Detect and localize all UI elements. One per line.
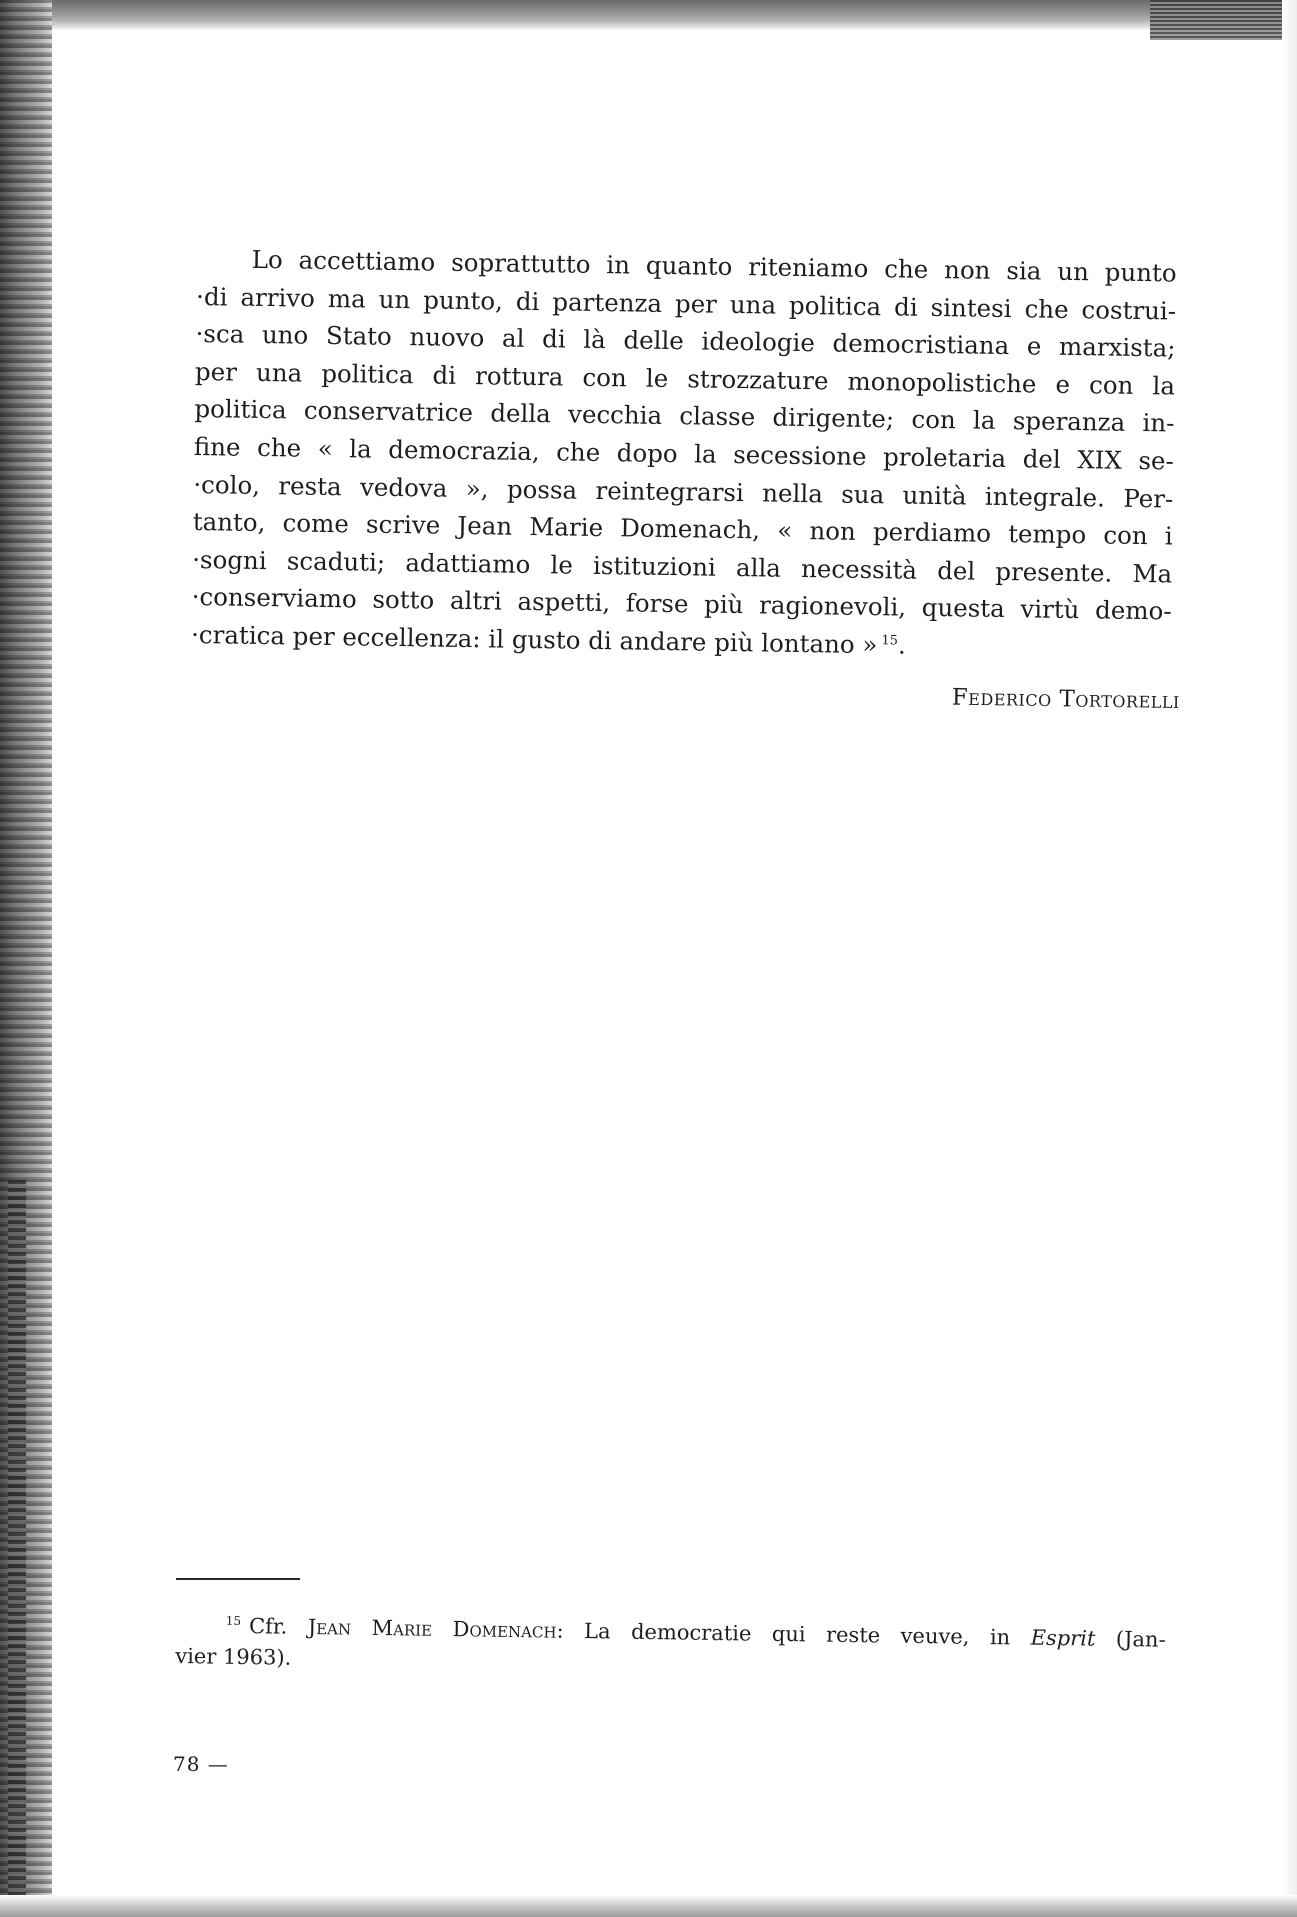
page-number: 78 — bbox=[173, 1752, 229, 1776]
body-line: ·sca uno Stato nuovo al di là delle ideologie democristiana e marxista; bbox=[195, 319, 1176, 363]
footnote-reference: 15 bbox=[881, 632, 899, 649]
scan-right-edge bbox=[1282, 0, 1297, 1917]
footnote-author: Jean Marie Domenach bbox=[307, 1614, 557, 1643]
body-line: ·colo, resta vedova », possa reintegrarsi nella sua unità integrale. Per- bbox=[193, 469, 1174, 514]
final-period: . bbox=[897, 630, 906, 660]
body-line: ·conserviamo sotto altri aspetti, forse più ragionevoli, questa virtù demo- bbox=[191, 582, 1172, 626]
body-line: politica conservatrice della vecchia classe dirigente; con la speranza in- bbox=[194, 394, 1175, 438]
body-line: tanto, come scrive Jean Marie Domenach, « non perdiamo tempo con i bbox=[192, 507, 1173, 551]
scan-top-edge bbox=[0, 0, 1297, 30]
body-line: ·di arrivo ma un punto, di partenza per una politica di sintesi che costrui- bbox=[195, 281, 1177, 326]
author-signature: Federico Tortorelli bbox=[951, 684, 1180, 714]
footnote bbox=[175, 1610, 1166, 1687]
footnote-continuation: (Jan- bbox=[1095, 1626, 1166, 1652]
body-line: fine che « la democrazia, che dopo la secessione proletaria del XIX se- bbox=[193, 431, 1175, 476]
footnote-line: vier 1963). bbox=[175, 1643, 292, 1670]
footnote-separator bbox=[176, 1578, 300, 1580]
scan-bottom-edge bbox=[0, 1895, 1297, 1917]
footnote-mark: 15 bbox=[225, 1613, 242, 1628]
body-line-text: ·cratica per eccellenza: il gusto di andare più lontano » bbox=[190, 619, 878, 660]
body-line: ·sogni scaduti; adattiamo le istituzioni alla necessità del presente. Ma bbox=[192, 544, 1173, 589]
body-line: Lo accettiamo soprattutto in quanto riteniamo che non sia un punto bbox=[251, 244, 1177, 288]
body-line: per una politica di rottura con le strozzature monopolistiche e con la bbox=[194, 356, 1176, 401]
footnote-journal: Esprit bbox=[1030, 1625, 1096, 1651]
footnote-title: : La democratie qui reste veuve, in bbox=[556, 1618, 1031, 1650]
body-paragraph bbox=[191, 240, 1177, 668]
scan-binding-edge bbox=[0, 0, 52, 1917]
footnote-prefix: Cfr. bbox=[248, 1614, 308, 1639]
